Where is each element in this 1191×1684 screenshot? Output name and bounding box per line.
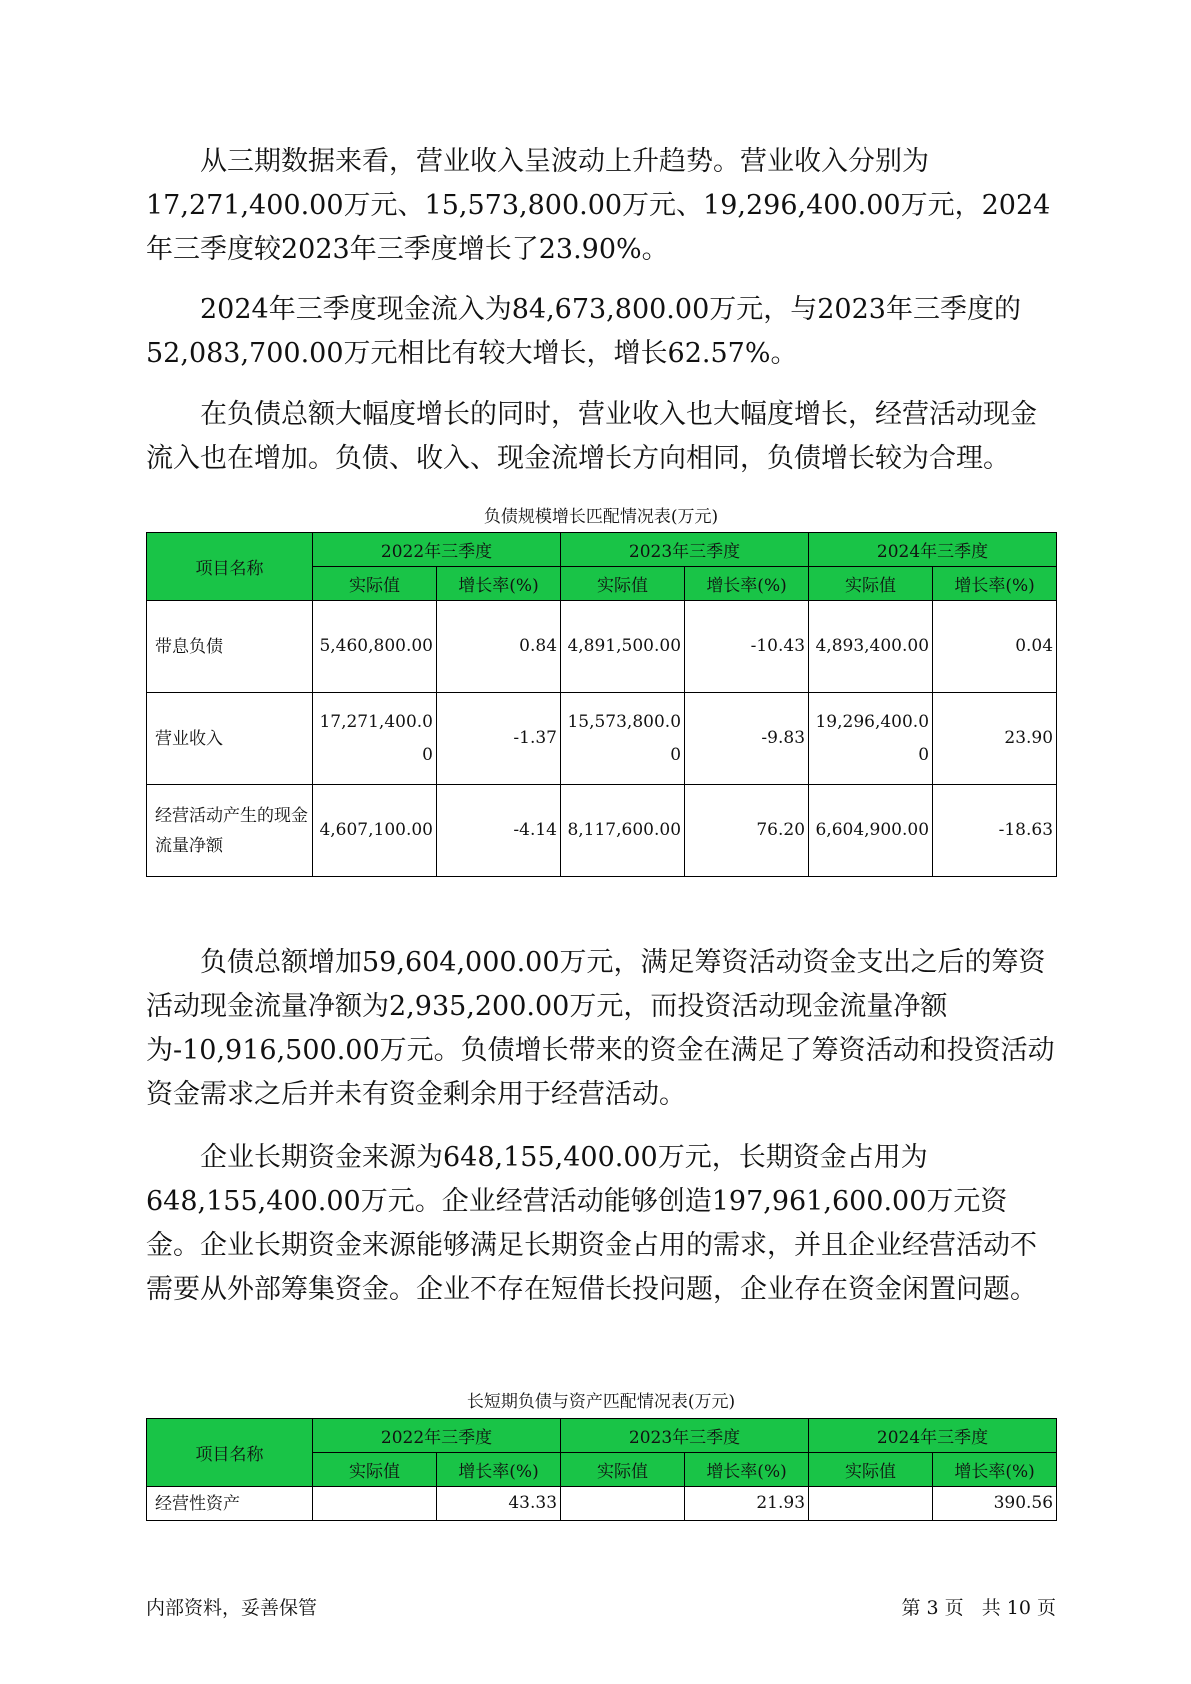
header-period-2022: 2022年三季度	[313, 533, 561, 567]
header-growth-rate: 增长率(%)	[933, 567, 1057, 601]
cell-value	[313, 1487, 437, 1521]
cell-value	[561, 1487, 685, 1521]
header-growth-rate: 增长率(%)	[685, 567, 809, 601]
cell-value: 15,573,800.00	[561, 693, 685, 785]
header-growth-rate: 增长率(%)	[437, 1453, 561, 1487]
header-item-name: 项目名称	[147, 533, 313, 601]
table1-caption: 负债规模增长匹配情况表(万元)	[483, 507, 719, 527]
cell-value: 4,891,500.00	[561, 601, 685, 693]
paragraph-long-term-funds: 企业长期资金来源为648,155,400.00万元，长期资金占用为648,155,400.00万元。企业经营活动能够创造197,961,600.00万元资金。企业长期资金来源能够满足长期资金占用的需求，并且企业经营活动不需要从外部筹集资金。企业不存在短借长投问题，企业存在资金闲置问题。	[146, 1142, 1037, 1305]
cell-value: 0.04	[933, 601, 1057, 693]
header-actual-value: 实际值	[313, 567, 437, 601]
cell-value: 21.93	[685, 1487, 809, 1521]
cell-value: -18.63	[933, 785, 1057, 877]
cell-value: 76.20	[685, 785, 809, 877]
cell-value: 0.84	[437, 601, 561, 693]
header-growth-rate: 增长率(%)	[437, 567, 561, 601]
cell-value: 6,604,900.00	[809, 785, 933, 877]
header-growth-rate: 增长率(%)	[685, 1453, 809, 1487]
header-period-2023: 2023年三季度	[561, 533, 809, 567]
table2-caption: 长短期负债与资产匹配情况表(万元)	[466, 1392, 736, 1412]
header-period-2023: 2023年三季度	[561, 1419, 809, 1453]
cell-value: -4.14	[437, 785, 561, 877]
footer-confidential-note: 内部资料，妥善保管	[146, 1597, 318, 1619]
header-actual-value: 实际值	[809, 567, 933, 601]
cell-value: 17,271,400.00	[313, 693, 437, 785]
cell-value: 23.90	[933, 693, 1057, 785]
paragraph-financing-investing: 负债总额增加59,604,000.00万元，满足筹资活动资金支出之后的筹资活动现金流量净额为2,935,200.00万元，而投资活动现金流量净额为-10,916,500.00万元。负债增长带来的资金在满足了筹资活动和投资活动资金需求之后并未有资金剩余用于经营活动。	[146, 947, 1055, 1110]
row-name: 经营活动产生的现金流量净额	[147, 785, 313, 877]
asset-liability-table	[146, 1418, 1057, 1521]
cell-value: 19,296,400.00	[809, 693, 933, 785]
header-actual-value: 实际值	[313, 1453, 437, 1487]
cell-value: 390.56	[933, 1487, 1057, 1521]
header-period-2022: 2022年三季度	[313, 1419, 561, 1453]
cell-value: 4,893,400.00	[809, 601, 933, 693]
row-name: 带息负债	[147, 601, 313, 693]
footer-page-number: 第 3 页 共 10 页	[901, 1597, 1056, 1619]
cell-value: 43.33	[437, 1487, 561, 1521]
header-period-2024: 2024年三季度	[809, 533, 1057, 567]
header-actual-value: 实际值	[809, 1453, 933, 1487]
header-actual-value: 实际值	[561, 567, 685, 601]
header-growth-rate: 增长率(%)	[933, 1453, 1057, 1487]
header-period-2024: 2024年三季度	[809, 1419, 1057, 1453]
cell-value: 8,117,600.00	[561, 785, 685, 877]
table-row	[147, 1487, 1057, 1521]
table-row	[147, 785, 1057, 877]
debt-growth-table	[146, 532, 1057, 877]
header-item-name: 项目名称	[147, 1419, 313, 1487]
header-actual-value: 实际值	[561, 1453, 685, 1487]
cell-value	[809, 1487, 933, 1521]
cell-value: -10.43	[685, 601, 809, 693]
paragraph-revenue-trend: 从三期数据来看，营业收入呈波动上升趋势。营业收入分别为17,271,400.00万元、15,573,800.00万元、19,296,400.00万元，2024年三季度较2023年三季度增长了23.90%。	[146, 146, 1051, 265]
cell-value: 5,460,800.00	[313, 601, 437, 693]
table-row	[147, 693, 1057, 785]
row-name: 营业收入	[147, 693, 313, 785]
cell-value: -9.83	[685, 693, 809, 785]
cell-value: 4,607,100.00	[313, 785, 437, 877]
paragraph-debt-growth: 在负债总额大幅度增长的同时，营业收入也大幅度增长，经营活动现金流入也在增加。负债、收入、现金流增长方向相同，负债增长较为合理。	[146, 399, 1037, 474]
row-name: 经营性资产	[147, 1487, 313, 1521]
cell-value: -1.37	[437, 693, 561, 785]
paragraph-cash-inflow: 2024年三季度现金流入为84,673,800.00万元，与2023年三季度的52,083,700.00万元相比有较大增长，增长62.57%。	[146, 294, 1021, 369]
table-row	[147, 601, 1057, 693]
